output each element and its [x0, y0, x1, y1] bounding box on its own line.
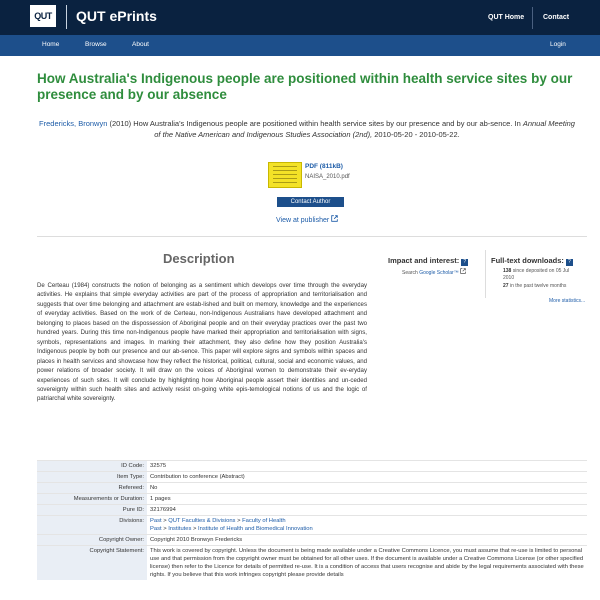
- pdf-download-link[interactable]: PDF (811kB): [305, 163, 343, 170]
- field-value: Contribution to conference (Abstract): [150, 474, 245, 480]
- scholar-search: [402, 268, 466, 276]
- field-value: 1 pages: [150, 496, 171, 502]
- contact-author-button[interactable]: Contact Author: [277, 197, 344, 207]
- google-scholar-link[interactable]: Google Scholar™: [419, 270, 459, 276]
- view-at-publisher-link[interactable]: [276, 215, 338, 224]
- table-row: [37, 516, 587, 535]
- qut-home-link[interactable]: QUT Home: [488, 14, 525, 21]
- field-label: Item Type:: [37, 472, 147, 483]
- downloads-recent: [503, 283, 566, 289]
- brand-divider: [66, 5, 67, 29]
- field-value: 32575: [150, 463, 167, 469]
- impact-heading: Impact and interest:: [388, 256, 460, 265]
- table-row: [37, 494, 587, 505]
- downloads-recent-text: in the past twelve months: [508, 283, 567, 289]
- section-divider: [37, 236, 587, 237]
- table-row: [37, 483, 587, 494]
- nav-home[interactable]: Home: [42, 41, 60, 48]
- field-label: Copyright Owner:: [37, 535, 147, 546]
- divisions-value: Past > QUT Faculties & Divisions > Faculty of Health Past > Institutes > Institute of Health and Biomedical Innovation: [150, 518, 313, 532]
- search-prefix: Search: [402, 270, 420, 276]
- page-title: How Australia's Indigenous people are positioned within health service sites by our presence and by our absence: [37, 71, 573, 102]
- downloads-total-count: 138: [503, 268, 512, 274]
- external-link-icon: [331, 215, 338, 222]
- pdf-thumbnail[interactable]: [268, 162, 302, 188]
- table-row: [37, 535, 587, 546]
- field-value: This work is covered by copyright. Unless the document is being made available under a Creative Commons Licence, you must assume that re-use is limited to personal use and that permission from the copyright owner must be obtained for all other uses. If the document is available under a Creative Commons License (or other specified license) then refer to the Licence for details of permitted re-use. It is a condition of access that users recognise and abide by the legal requirements associated with these rights. If you believe that this work infringes copyright please provide details: [150, 548, 584, 578]
- field-label: Measurements or Duration:: [37, 494, 147, 505]
- view-at-publisher-label: View at publisher: [276, 217, 330, 224]
- citation-venue: Annual Meeting of the Native American and Indigenous Studies Association (2nd),: [154, 119, 575, 139]
- division-link[interactable]: Past: [150, 526, 162, 532]
- field-value: Copyright 2010 Bronwyn Fredericks: [150, 537, 243, 543]
- downloads-recent-count: 27: [503, 283, 509, 289]
- nav-browse[interactable]: Browse: [85, 41, 107, 48]
- downloads-total: [503, 268, 569, 274]
- external-link-icon: [460, 268, 466, 274]
- field-label: Divisions:: [37, 516, 147, 535]
- citation-dates: 2010-05-20 - 2010-05-22.: [372, 130, 460, 139]
- field-label: Refereed:: [37, 483, 147, 494]
- citation: [37, 118, 577, 140]
- division-link[interactable]: Institutes: [168, 526, 192, 532]
- nav-about[interactable]: About: [132, 41, 149, 48]
- citation-text: (2010) How Australia's Indigenous people are positioned within health service sites by our presence and by our ab-sence. In: [109, 119, 523, 128]
- field-label: ID Code:: [37, 461, 147, 472]
- division-link[interactable]: Faculty of Health: [242, 518, 286, 524]
- qut-logo[interactable]: QUT: [30, 5, 56, 27]
- division-link[interactable]: Institute of Health and Biomedical Innovation: [198, 526, 313, 532]
- help-icon[interactable]: ?: [461, 259, 468, 266]
- nav-separator: [532, 7, 533, 29]
- downloads-since-year: 2010: [503, 275, 515, 281]
- top-bar: [0, 0, 600, 35]
- site-brand[interactable]: QUT ePrints: [76, 8, 157, 24]
- division-link[interactable]: QUT Faculties & Divisions: [168, 518, 236, 524]
- table-row: [37, 472, 587, 483]
- field-value: 32176994: [150, 507, 176, 513]
- downloads-panel: [491, 256, 573, 266]
- contact-link[interactable]: Contact: [543, 14, 570, 21]
- impact-panel: [388, 256, 468, 266]
- table-row: [37, 461, 587, 472]
- field-value: No: [150, 485, 158, 491]
- table-row: [37, 546, 587, 581]
- sub-navigation: [0, 35, 600, 56]
- abstract-text: De Certeau (1984) constructs the notion of belonging as a sentiment which develops over time through the everyday activities. He explains that simple everyday activities are part of the process of appropriation and territorialisation and suggests that over time belonging and attachment are estab-lished and built on memory, knowledge and the experiences of everyday activities. Based on the work of de Certeau, non-Indigenous Australians have developed attachment and belonging to places based on the dispossession of Aboriginal people and on their everyday practices over the past two hundred years. During this time non-Indigenous people have marked their appropriation and territorialisation with signs, symbols, representations and images. In marking their attachment, they also define how they position Australia's Indigenous people by both our presence and our ab-sence. This paper will explore signs and symbols within spaces and places in health services and showcase how they reflect the historical, political, cultural, social and economic values, and power relations of broader society. It will draw on the voices of Aboriginal women to demonstrate their ev-eryday experiences of such sites. It will conclude by highlighting how Aboriginal people assert their identities and un-ceded sovereignty within such health sites and actively resist on-going white epis-temological notions of us and the logic of patriarchal white sovereignty.: [37, 282, 367, 403]
- pdf-filename: NAISA_2010.pdf: [305, 174, 350, 180]
- panel-separator: [485, 250, 486, 298]
- field-label: Copyright Statement:: [37, 546, 147, 581]
- author-link[interactable]: Fredericks, Bronwyn: [39, 119, 108, 128]
- more-statistics-link[interactable]: More statistics...: [549, 298, 586, 304]
- downloads-since-text: since deposited on 05 Jul: [511, 268, 570, 274]
- division-link[interactable]: Past: [150, 518, 162, 524]
- help-icon[interactable]: ?: [566, 259, 573, 266]
- field-label: Pure ID:: [37, 505, 147, 516]
- downloads-heading: Full-text downloads:: [491, 256, 564, 265]
- metadata-table: [37, 460, 587, 580]
- nav-login[interactable]: Login: [550, 41, 566, 48]
- description-heading: Description: [163, 251, 235, 266]
- table-row: [37, 505, 587, 516]
